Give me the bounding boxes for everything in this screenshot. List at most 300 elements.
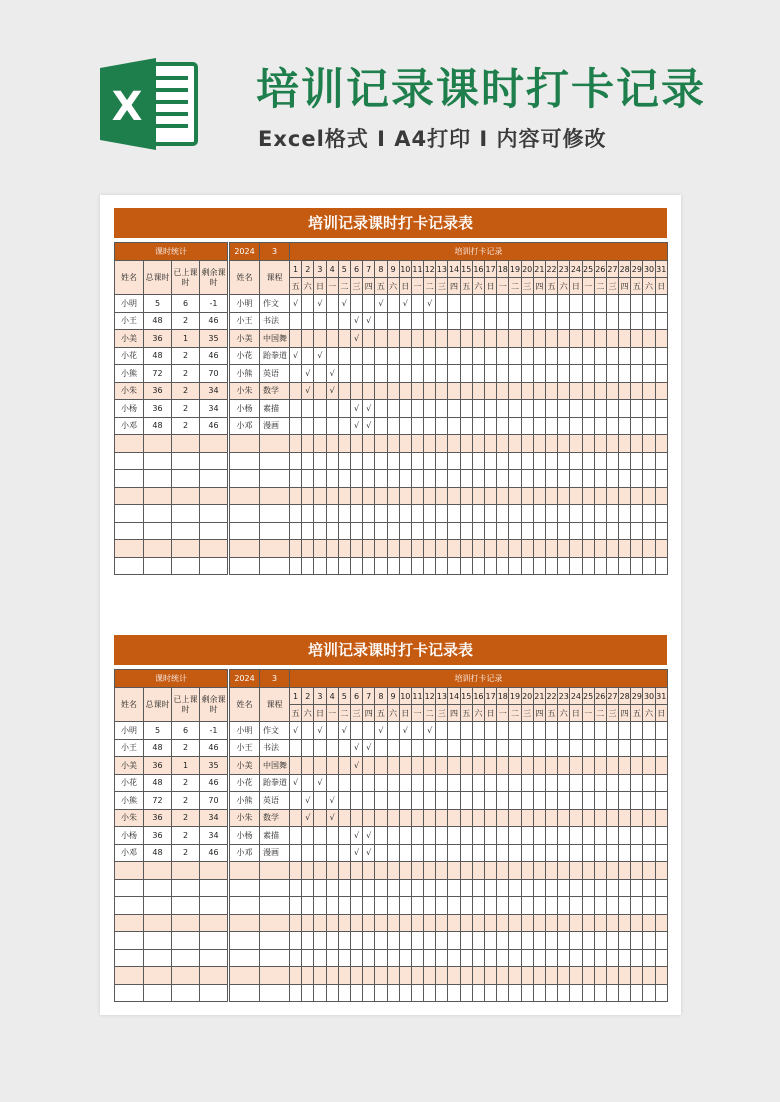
cell-course[interactable]: 中国舞 bbox=[260, 330, 290, 348]
cell-total[interactable]: 5 bbox=[144, 295, 172, 313]
check-cell[interactable] bbox=[424, 932, 436, 950]
check-cell[interactable] bbox=[582, 739, 594, 757]
check-cell[interactable] bbox=[655, 470, 667, 488]
check-cell[interactable] bbox=[436, 722, 448, 740]
cell-name[interactable]: 小邓 bbox=[115, 844, 144, 862]
check-cell[interactable] bbox=[436, 879, 448, 897]
check-cell[interactable]: √ bbox=[363, 827, 375, 845]
cell-name[interactable]: 小熊 bbox=[115, 365, 144, 383]
cell-left[interactable]: 34 bbox=[200, 400, 228, 418]
check-cell[interactable] bbox=[582, 540, 594, 558]
check-cell[interactable] bbox=[619, 722, 631, 740]
check-cell[interactable] bbox=[558, 809, 570, 827]
check-cell[interactable] bbox=[594, 949, 606, 967]
cell-total[interactable] bbox=[144, 914, 172, 932]
check-cell[interactable] bbox=[424, 967, 436, 985]
cell-course[interactable]: 作文 bbox=[260, 295, 290, 313]
check-cell[interactable] bbox=[643, 862, 655, 880]
check-cell[interactable]: √ bbox=[399, 295, 411, 313]
check-cell[interactable] bbox=[606, 967, 618, 985]
check-cell[interactable] bbox=[631, 365, 643, 383]
check-cell[interactable] bbox=[302, 932, 314, 950]
check-cell[interactable] bbox=[582, 522, 594, 540]
check-cell[interactable] bbox=[326, 400, 338, 418]
check-cell[interactable] bbox=[497, 879, 509, 897]
check-cell[interactable] bbox=[509, 557, 521, 575]
cell-done[interactable]: 2 bbox=[172, 827, 200, 845]
cell-course[interactable]: 跆拳道 bbox=[260, 774, 290, 792]
check-cell[interactable] bbox=[363, 897, 375, 915]
check-cell[interactable] bbox=[582, 722, 594, 740]
check-cell[interactable] bbox=[545, 522, 557, 540]
check-cell[interactable] bbox=[326, 722, 338, 740]
check-cell[interactable] bbox=[411, 540, 423, 558]
check-cell[interactable] bbox=[314, 487, 326, 505]
check-cell[interactable] bbox=[350, 809, 362, 827]
check-cell[interactable] bbox=[558, 897, 570, 915]
check-cell[interactable] bbox=[448, 522, 460, 540]
cell-total[interactable]: 5 bbox=[144, 722, 172, 740]
check-cell[interactable] bbox=[448, 897, 460, 915]
check-cell[interactable] bbox=[350, 774, 362, 792]
check-cell[interactable] bbox=[350, 295, 362, 313]
check-cell[interactable] bbox=[411, 505, 423, 523]
check-cell[interactable] bbox=[655, 330, 667, 348]
check-cell[interactable] bbox=[521, 914, 533, 932]
cell-course[interactable] bbox=[260, 470, 290, 488]
check-cell[interactable] bbox=[472, 452, 484, 470]
check-cell[interactable] bbox=[375, 435, 387, 453]
check-cell[interactable] bbox=[485, 400, 497, 418]
check-cell[interactable] bbox=[314, 452, 326, 470]
check-cell[interactable] bbox=[387, 382, 399, 400]
check-cell[interactable] bbox=[338, 505, 350, 523]
cell-name[interactable]: 小王 bbox=[230, 739, 260, 757]
check-cell[interactable] bbox=[448, 347, 460, 365]
check-cell[interactable] bbox=[472, 365, 484, 383]
check-cell[interactable] bbox=[326, 470, 338, 488]
cell-name[interactable]: 小邓 bbox=[230, 844, 260, 862]
check-cell[interactable] bbox=[631, 557, 643, 575]
check-cell[interactable] bbox=[387, 722, 399, 740]
check-cell[interactable] bbox=[399, 487, 411, 505]
check-cell[interactable] bbox=[594, 897, 606, 915]
cell-left[interactable] bbox=[200, 557, 228, 575]
check-cell[interactable] bbox=[594, 400, 606, 418]
check-cell[interactable] bbox=[582, 984, 594, 1002]
check-cell[interactable]: √ bbox=[363, 400, 375, 418]
check-cell[interactable] bbox=[655, 914, 667, 932]
check-cell[interactable] bbox=[631, 932, 643, 950]
check-cell[interactable] bbox=[533, 809, 545, 827]
check-cell[interactable] bbox=[606, 487, 618, 505]
cell-total[interactable]: 48 bbox=[144, 774, 172, 792]
check-cell[interactable] bbox=[363, 347, 375, 365]
check-cell[interactable] bbox=[545, 914, 557, 932]
check-cell[interactable] bbox=[411, 365, 423, 383]
check-cell[interactable] bbox=[570, 522, 582, 540]
check-cell[interactable] bbox=[497, 347, 509, 365]
check-cell[interactable] bbox=[314, 435, 326, 453]
cell-done[interactable]: 2 bbox=[172, 739, 200, 757]
check-cell[interactable] bbox=[290, 417, 302, 435]
cell-name[interactable]: 小王 bbox=[115, 312, 144, 330]
check-cell[interactable] bbox=[350, 984, 362, 1002]
cell-course[interactable] bbox=[260, 487, 290, 505]
check-cell[interactable] bbox=[460, 435, 472, 453]
check-cell[interactable] bbox=[338, 365, 350, 383]
check-cell[interactable] bbox=[436, 365, 448, 383]
cell-total[interactable] bbox=[144, 879, 172, 897]
check-cell[interactable] bbox=[411, 452, 423, 470]
check-cell[interactable] bbox=[472, 470, 484, 488]
cell-name[interactable] bbox=[230, 984, 260, 1002]
check-cell[interactable] bbox=[606, 557, 618, 575]
cell-name[interactable] bbox=[230, 897, 260, 915]
cell-done[interactable] bbox=[172, 914, 200, 932]
check-cell[interactable] bbox=[314, 312, 326, 330]
cell-name[interactable]: 小花 bbox=[115, 347, 144, 365]
check-cell[interactable] bbox=[582, 330, 594, 348]
check-cell[interactable] bbox=[570, 295, 582, 313]
check-cell[interactable] bbox=[399, 505, 411, 523]
cell-course[interactable] bbox=[260, 452, 290, 470]
cell-left[interactable]: 70 bbox=[200, 792, 228, 810]
check-cell[interactable] bbox=[533, 540, 545, 558]
check-cell[interactable] bbox=[582, 505, 594, 523]
check-cell[interactable] bbox=[545, 435, 557, 453]
check-cell[interactable] bbox=[424, 382, 436, 400]
check-cell[interactable]: √ bbox=[424, 295, 436, 313]
check-cell[interactable] bbox=[399, 862, 411, 880]
cell-done[interactable]: 2 bbox=[172, 844, 200, 862]
check-cell[interactable] bbox=[582, 557, 594, 575]
cell-course[interactable]: 英语 bbox=[260, 792, 290, 810]
check-cell[interactable] bbox=[290, 470, 302, 488]
check-cell[interactable] bbox=[558, 505, 570, 523]
cell-name[interactable]: 小杨 bbox=[230, 400, 260, 418]
check-cell[interactable] bbox=[570, 967, 582, 985]
check-cell[interactable] bbox=[521, 417, 533, 435]
check-cell[interactable] bbox=[399, 739, 411, 757]
check-cell[interactable] bbox=[424, 844, 436, 862]
check-cell[interactable] bbox=[619, 879, 631, 897]
check-cell[interactable] bbox=[606, 827, 618, 845]
check-cell[interactable] bbox=[521, 739, 533, 757]
check-cell[interactable] bbox=[387, 774, 399, 792]
check-cell[interactable] bbox=[363, 382, 375, 400]
check-cell[interactable] bbox=[594, 844, 606, 862]
check-cell[interactable] bbox=[497, 417, 509, 435]
check-cell[interactable] bbox=[631, 949, 643, 967]
check-cell[interactable] bbox=[387, 365, 399, 383]
cell-left[interactable]: 70 bbox=[200, 365, 228, 383]
check-cell[interactable] bbox=[545, 949, 557, 967]
check-cell[interactable] bbox=[545, 330, 557, 348]
check-cell[interactable] bbox=[472, 967, 484, 985]
check-cell[interactable] bbox=[472, 827, 484, 845]
check-cell[interactable] bbox=[424, 897, 436, 915]
check-cell[interactable] bbox=[619, 347, 631, 365]
cell-course[interactable] bbox=[260, 540, 290, 558]
check-cell[interactable] bbox=[606, 540, 618, 558]
check-cell[interactable] bbox=[387, 914, 399, 932]
check-cell[interactable] bbox=[643, 897, 655, 915]
check-cell[interactable] bbox=[302, 487, 314, 505]
check-cell[interactable] bbox=[338, 757, 350, 775]
check-cell[interactable] bbox=[302, 540, 314, 558]
check-cell[interactable] bbox=[606, 739, 618, 757]
cell-total[interactable] bbox=[144, 557, 172, 575]
check-cell[interactable] bbox=[448, 984, 460, 1002]
cell-name[interactable]: 小杨 bbox=[115, 400, 144, 418]
cell-name[interactable] bbox=[230, 540, 260, 558]
check-cell[interactable] bbox=[338, 774, 350, 792]
check-cell[interactable]: √ bbox=[363, 417, 375, 435]
check-cell[interactable] bbox=[533, 522, 545, 540]
check-cell[interactable] bbox=[570, 774, 582, 792]
check-cell[interactable] bbox=[424, 809, 436, 827]
check-cell[interactable] bbox=[521, 897, 533, 915]
check-cell[interactable] bbox=[509, 722, 521, 740]
cell-left[interactable] bbox=[200, 470, 228, 488]
check-cell[interactable] bbox=[363, 932, 375, 950]
check-cell[interactable] bbox=[338, 827, 350, 845]
check-cell[interactable] bbox=[302, 505, 314, 523]
check-cell[interactable] bbox=[497, 452, 509, 470]
cell-course[interactable] bbox=[260, 522, 290, 540]
cell-name[interactable]: 小美 bbox=[115, 330, 144, 348]
check-cell[interactable] bbox=[509, 470, 521, 488]
cell-done[interactable] bbox=[172, 435, 200, 453]
check-cell[interactable] bbox=[326, 949, 338, 967]
check-cell[interactable] bbox=[411, 967, 423, 985]
cell-total[interactable]: 72 bbox=[144, 792, 172, 810]
cell-name[interactable] bbox=[230, 967, 260, 985]
check-cell[interactable] bbox=[302, 557, 314, 575]
check-cell[interactable] bbox=[338, 984, 350, 1002]
check-cell[interactable] bbox=[399, 470, 411, 488]
check-cell[interactable] bbox=[619, 827, 631, 845]
check-cell[interactable] bbox=[582, 295, 594, 313]
cell-name[interactable] bbox=[115, 470, 144, 488]
check-cell[interactable] bbox=[472, 522, 484, 540]
cell-name[interactable] bbox=[230, 949, 260, 967]
cell-name[interactable]: 小花 bbox=[230, 774, 260, 792]
check-cell[interactable] bbox=[631, 984, 643, 1002]
check-cell[interactable] bbox=[606, 347, 618, 365]
check-cell[interactable] bbox=[606, 897, 618, 915]
check-cell[interactable] bbox=[326, 984, 338, 1002]
check-cell[interactable] bbox=[424, 739, 436, 757]
check-cell[interactable] bbox=[290, 809, 302, 827]
check-cell[interactable] bbox=[375, 557, 387, 575]
check-cell[interactable] bbox=[509, 949, 521, 967]
check-cell[interactable] bbox=[399, 400, 411, 418]
check-cell[interactable] bbox=[448, 844, 460, 862]
check-cell[interactable] bbox=[594, 312, 606, 330]
check-cell[interactable] bbox=[472, 312, 484, 330]
check-cell[interactable] bbox=[533, 792, 545, 810]
cell-done[interactable]: 2 bbox=[172, 312, 200, 330]
check-cell[interactable] bbox=[655, 897, 667, 915]
check-cell[interactable] bbox=[314, 540, 326, 558]
check-cell[interactable] bbox=[338, 932, 350, 950]
cell-left[interactable] bbox=[200, 522, 228, 540]
check-cell[interactable] bbox=[497, 505, 509, 523]
check-cell[interactable] bbox=[497, 914, 509, 932]
check-cell[interactable] bbox=[375, 400, 387, 418]
check-cell[interactable] bbox=[436, 522, 448, 540]
check-cell[interactable] bbox=[399, 827, 411, 845]
check-cell[interactable] bbox=[375, 347, 387, 365]
cell-left[interactable] bbox=[200, 435, 228, 453]
check-cell[interactable] bbox=[290, 365, 302, 383]
cell-name[interactable] bbox=[230, 879, 260, 897]
check-cell[interactable] bbox=[497, 897, 509, 915]
check-cell[interactable] bbox=[424, 984, 436, 1002]
check-cell[interactable] bbox=[472, 487, 484, 505]
check-cell[interactable]: √ bbox=[314, 295, 326, 313]
check-cell[interactable] bbox=[521, 949, 533, 967]
check-cell[interactable] bbox=[338, 862, 350, 880]
cell-left[interactable]: 46 bbox=[200, 347, 228, 365]
check-cell[interactable] bbox=[411, 470, 423, 488]
check-cell[interactable] bbox=[460, 914, 472, 932]
check-cell[interactable] bbox=[533, 470, 545, 488]
check-cell[interactable] bbox=[314, 844, 326, 862]
check-cell[interactable] bbox=[606, 470, 618, 488]
check-cell[interactable] bbox=[533, 932, 545, 950]
check-cell[interactable] bbox=[314, 897, 326, 915]
check-cell[interactable] bbox=[521, 844, 533, 862]
check-cell[interactable] bbox=[448, 949, 460, 967]
check-cell[interactable] bbox=[424, 417, 436, 435]
check-cell[interactable] bbox=[350, 914, 362, 932]
check-cell[interactable] bbox=[436, 540, 448, 558]
check-cell[interactable] bbox=[533, 757, 545, 775]
check-cell[interactable] bbox=[411, 417, 423, 435]
check-cell[interactable] bbox=[485, 435, 497, 453]
check-cell[interactable] bbox=[631, 914, 643, 932]
check-cell[interactable] bbox=[375, 522, 387, 540]
check-cell[interactable] bbox=[619, 792, 631, 810]
check-cell[interactable] bbox=[314, 400, 326, 418]
check-cell[interactable] bbox=[631, 897, 643, 915]
check-cell[interactable] bbox=[582, 435, 594, 453]
check-cell[interactable] bbox=[326, 739, 338, 757]
check-cell[interactable] bbox=[655, 774, 667, 792]
cell-name[interactable] bbox=[230, 914, 260, 932]
check-cell[interactable] bbox=[387, 295, 399, 313]
check-cell[interactable] bbox=[631, 295, 643, 313]
check-cell[interactable] bbox=[643, 487, 655, 505]
check-cell[interactable] bbox=[314, 365, 326, 383]
check-cell[interactable] bbox=[411, 914, 423, 932]
check-cell[interactable] bbox=[643, 827, 655, 845]
check-cell[interactable] bbox=[460, 347, 472, 365]
check-cell[interactable] bbox=[472, 330, 484, 348]
check-cell[interactable] bbox=[387, 312, 399, 330]
cell-total[interactable] bbox=[144, 487, 172, 505]
check-cell[interactable] bbox=[302, 827, 314, 845]
check-cell[interactable] bbox=[338, 949, 350, 967]
check-cell[interactable] bbox=[582, 400, 594, 418]
check-cell[interactable] bbox=[655, 967, 667, 985]
check-cell[interactable] bbox=[363, 862, 375, 880]
check-cell[interactable] bbox=[509, 879, 521, 897]
check-cell[interactable] bbox=[533, 312, 545, 330]
check-cell[interactable] bbox=[582, 897, 594, 915]
check-cell[interactable] bbox=[643, 879, 655, 897]
check-cell[interactable] bbox=[570, 862, 582, 880]
check-cell[interactable] bbox=[619, 897, 631, 915]
check-cell[interactable] bbox=[533, 435, 545, 453]
check-cell[interactable] bbox=[655, 949, 667, 967]
check-cell[interactable] bbox=[387, 347, 399, 365]
check-cell[interactable]: √ bbox=[302, 809, 314, 827]
cell-left[interactable]: 34 bbox=[200, 382, 228, 400]
check-cell[interactable] bbox=[655, 452, 667, 470]
check-cell[interactable] bbox=[436, 470, 448, 488]
cell-total[interactable] bbox=[144, 967, 172, 985]
check-cell[interactable] bbox=[582, 774, 594, 792]
check-cell[interactable] bbox=[606, 757, 618, 775]
check-cell[interactable] bbox=[631, 312, 643, 330]
check-cell[interactable] bbox=[619, 382, 631, 400]
check-cell[interactable] bbox=[375, 914, 387, 932]
check-cell[interactable]: √ bbox=[326, 365, 338, 383]
check-cell[interactable] bbox=[436, 739, 448, 757]
check-cell[interactable] bbox=[509, 967, 521, 985]
check-cell[interactable] bbox=[655, 739, 667, 757]
check-cell[interactable] bbox=[509, 809, 521, 827]
check-cell[interactable] bbox=[436, 487, 448, 505]
check-cell[interactable] bbox=[290, 932, 302, 950]
check-cell[interactable] bbox=[521, 540, 533, 558]
check-cell[interactable] bbox=[497, 382, 509, 400]
check-cell[interactable] bbox=[545, 809, 557, 827]
check-cell[interactable] bbox=[399, 557, 411, 575]
cell-left[interactable]: -1 bbox=[200, 722, 228, 740]
check-cell[interactable] bbox=[521, 487, 533, 505]
check-cell[interactable] bbox=[545, 382, 557, 400]
check-cell[interactable] bbox=[290, 739, 302, 757]
check-cell[interactable]: √ bbox=[350, 400, 362, 418]
check-cell[interactable] bbox=[594, 487, 606, 505]
cell-left[interactable] bbox=[200, 914, 228, 932]
check-cell[interactable] bbox=[387, 844, 399, 862]
check-cell[interactable] bbox=[558, 722, 570, 740]
cell-done[interactable] bbox=[172, 487, 200, 505]
check-cell[interactable] bbox=[643, 757, 655, 775]
check-cell[interactable] bbox=[338, 330, 350, 348]
check-cell[interactable] bbox=[655, 312, 667, 330]
cell-name[interactable] bbox=[115, 984, 144, 1002]
check-cell[interactable] bbox=[582, 932, 594, 950]
check-cell[interactable] bbox=[363, 792, 375, 810]
check-cell[interactable] bbox=[472, 540, 484, 558]
check-cell[interactable] bbox=[411, 722, 423, 740]
check-cell[interactable] bbox=[399, 914, 411, 932]
cell-name[interactable] bbox=[115, 505, 144, 523]
check-cell[interactable] bbox=[424, 505, 436, 523]
check-cell[interactable] bbox=[533, 827, 545, 845]
check-cell[interactable] bbox=[631, 470, 643, 488]
check-cell[interactable] bbox=[448, 295, 460, 313]
cell-name[interactable]: 小明 bbox=[115, 722, 144, 740]
check-cell[interactable]: √ bbox=[399, 722, 411, 740]
